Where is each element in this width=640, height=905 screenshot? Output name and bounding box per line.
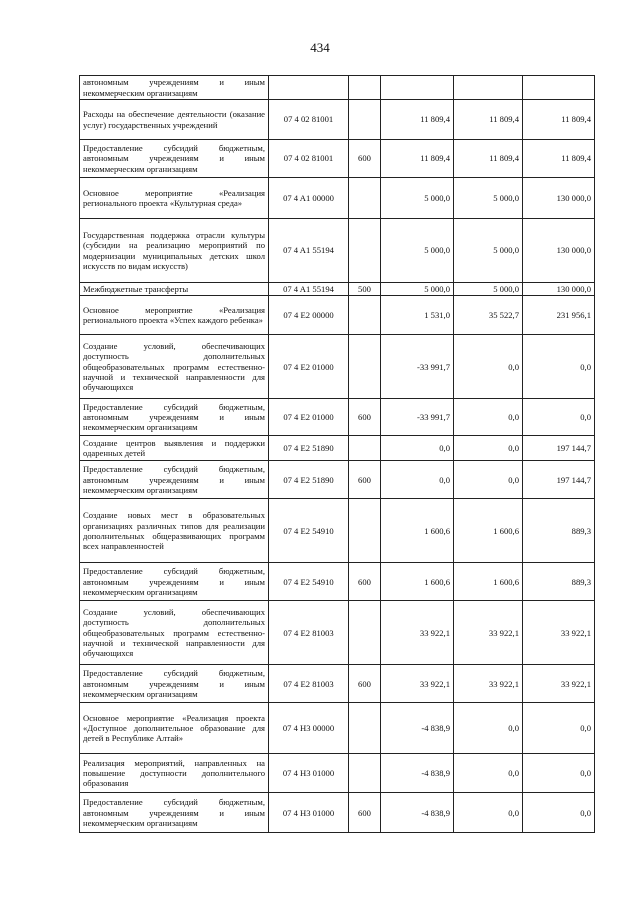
row-value-year-3: 197 144,7	[523, 461, 595, 499]
row-value-year-3: 889,3	[523, 499, 595, 563]
row-value-year-1: -4 838,9	[381, 754, 454, 793]
row-code: 07 4 E2 51890	[269, 436, 349, 461]
row-name: Межбюджетные трансферты	[80, 283, 269, 296]
row-vr	[349, 601, 381, 665]
table-row	[80, 140, 595, 178]
row-value-year-3: 0,0	[523, 703, 595, 754]
row-name: Предоставление субсидий бюджетным, автономным учреждениям и иным некоммерческим организациям	[80, 140, 269, 178]
table-row	[80, 461, 595, 499]
row-vr	[349, 499, 381, 563]
row-vr: 600	[349, 665, 381, 703]
row-vr	[349, 178, 381, 219]
row-name: Предоставление субсидий бюджетным, автономным учреждениям и иным некоммерческим организациям	[80, 563, 269, 601]
row-value-year-3: 11 809,4	[523, 140, 595, 178]
row-value-year-1: -33 991,7	[381, 335, 454, 399]
row-value-year-2: 1 600,6	[454, 499, 523, 563]
budget-table	[79, 75, 595, 833]
row-name: Государственная поддержка отрасли культуры (субсидии на реализацию мероприятий по модернизации муниципальных детских школ искусств по видам искусств)	[80, 219, 269, 283]
row-value-year-1: -4 838,9	[381, 793, 454, 833]
row-value-year-1: 1 600,6	[381, 499, 454, 563]
row-value-year-2: 0,0	[454, 793, 523, 833]
row-value-year-3: 889,3	[523, 563, 595, 601]
row-value-year-2: 0,0	[454, 703, 523, 754]
row-value-year-1	[381, 76, 454, 100]
row-value-year-1: 5 000,0	[381, 219, 454, 283]
row-value-year-3: 33 922,1	[523, 601, 595, 665]
row-code: 07 4 A1 55194	[269, 283, 349, 296]
row-value-year-1: -4 838,9	[381, 703, 454, 754]
row-code	[269, 76, 349, 100]
row-value-year-2: 5 000,0	[454, 178, 523, 219]
row-vr	[349, 100, 381, 140]
row-value-year-3: 130 000,0	[523, 178, 595, 219]
row-vr: 600	[349, 563, 381, 601]
table-row	[80, 100, 595, 140]
row-value-year-3: 0,0	[523, 793, 595, 833]
row-code: 07 4 E2 01000	[269, 399, 349, 436]
row-value-year-2: 35 522,7	[454, 296, 523, 335]
row-value-year-3: 0,0	[523, 399, 595, 436]
row-value-year-1: 1 531,0	[381, 296, 454, 335]
table-row	[80, 754, 595, 793]
table-row	[80, 499, 595, 563]
row-value-year-2: 11 809,4	[454, 140, 523, 178]
row-value-year-2: 5 000,0	[454, 283, 523, 296]
row-value-year-2: 1 600,6	[454, 563, 523, 601]
row-code: 07 4 E2 54910	[269, 499, 349, 563]
row-code: 07 4 02 81001	[269, 140, 349, 178]
row-name: Основное мероприятие «Реализация регионального проекта «Культурная среда»	[80, 178, 269, 219]
row-vr	[349, 335, 381, 399]
table-row	[80, 563, 595, 601]
table-row	[80, 76, 595, 100]
row-name: Реализация мероприятий, направленных на повышение доступности дополнительного образования	[80, 754, 269, 793]
row-code: 07 4 E2 01000	[269, 335, 349, 399]
row-value-year-1: 5 000,0	[381, 178, 454, 219]
row-vr	[349, 219, 381, 283]
row-vr: 600	[349, 399, 381, 436]
row-value-year-1: 5 000,0	[381, 283, 454, 296]
row-name: Основное мероприятие «Реализация регионального проекта «Успех каждого ребенка»	[80, 296, 269, 335]
page-number: 434	[310, 40, 330, 55]
row-code: 07 4 E2 81003	[269, 601, 349, 665]
row-code: 07 4 A1 00000	[269, 178, 349, 219]
row-vr: 600	[349, 140, 381, 178]
row-value-year-3: 0,0	[523, 335, 595, 399]
row-value-year-3: 130 000,0	[523, 283, 595, 296]
table-row	[80, 335, 595, 399]
row-code: 07 4 H3 01000	[269, 793, 349, 833]
row-vr	[349, 754, 381, 793]
row-vr: 600	[349, 793, 381, 833]
table-row	[80, 703, 595, 754]
row-value-year-3: 33 922,1	[523, 665, 595, 703]
row-value-year-3: 197 144,7	[523, 436, 595, 461]
row-value-year-2: 5 000,0	[454, 219, 523, 283]
row-code: 07 4 E2 00000	[269, 296, 349, 335]
row-vr	[349, 703, 381, 754]
table-row	[80, 178, 595, 219]
row-vr	[349, 76, 381, 100]
row-vr	[349, 296, 381, 335]
row-code: 07 4 E2 51890	[269, 461, 349, 499]
row-value-year-2: 0,0	[454, 436, 523, 461]
row-value-year-3: 231 956,1	[523, 296, 595, 335]
row-name: Создание условий, обеспечивающих доступность дополнительных общеобразовательных программ естественно-научной и технической направленности для обучающихся	[80, 335, 269, 399]
row-value-year-3: 11 809,4	[523, 100, 595, 140]
table-row	[80, 219, 595, 283]
row-vr	[349, 436, 381, 461]
row-value-year-1: 11 809,4	[381, 140, 454, 178]
row-value-year-3: 130 000,0	[523, 219, 595, 283]
row-value-year-1: -33 991,7	[381, 399, 454, 436]
row-value-year-1: 0,0	[381, 461, 454, 499]
row-code: 07 4 H3 01000	[269, 754, 349, 793]
row-value-year-1: 11 809,4	[381, 100, 454, 140]
row-value-year-2: 0,0	[454, 335, 523, 399]
row-name: Предоставление субсидий бюджетным, автономным учреждениям и иным некоммерческим организациям	[80, 665, 269, 703]
row-vr: 500	[349, 283, 381, 296]
row-code: 07 4 E2 81003	[269, 665, 349, 703]
table-row	[80, 665, 595, 703]
row-value-year-2: 0,0	[454, 399, 523, 436]
table-row	[80, 436, 595, 461]
row-value-year-2: 0,0	[454, 754, 523, 793]
row-code: 07 4 E2 54910	[269, 563, 349, 601]
row-value-year-1: 1 600,6	[381, 563, 454, 601]
table-row	[80, 399, 595, 436]
row-name: Предоставление субсидий бюджетным, автономным учреждениям и иным некоммерческим организациям	[80, 793, 269, 833]
row-name: Предоставление субсидий бюджетным, автономным учреждениям и иным некоммерческим организациям	[80, 399, 269, 436]
row-name: Основное мероприятие «Реализация проекта «Доступное дополнительное образование для детей в Республике Алтай»	[80, 703, 269, 754]
row-value-year-1: 0,0	[381, 436, 454, 461]
row-name: Создание условий, обеспечивающих доступность дополнительных общеобразовательных программ естественно-научной и технической направленности для обучающихся	[80, 601, 269, 665]
row-code: 07 4 H3 00000	[269, 703, 349, 754]
row-name: Предоставление субсидий бюджетным, автономным учреждениям и иным некоммерческим организациям	[80, 461, 269, 499]
row-vr: 600	[349, 461, 381, 499]
row-value-year-2	[454, 76, 523, 100]
table-row	[80, 283, 595, 296]
row-value-year-3	[523, 76, 595, 100]
row-code: 07 4 A1 55194	[269, 219, 349, 283]
row-name: Создание новых мест в образовательных организациях различных типов для реализации дополнительных общеразвивающих программ всех направленностей	[80, 499, 269, 563]
table-row	[80, 793, 595, 833]
row-name: автономным учреждениям и иным некоммерческим организациям	[80, 76, 269, 100]
table-row	[80, 601, 595, 665]
row-name: Создание центров выявления и поддержки одаренных детей	[80, 436, 269, 461]
row-code: 07 4 02 81001	[269, 100, 349, 140]
row-value-year-2: 0,0	[454, 461, 523, 499]
row-value-year-1: 33 922,1	[381, 601, 454, 665]
row-value-year-2: 33 922,1	[454, 665, 523, 703]
row-value-year-3: 0,0	[523, 754, 595, 793]
row-value-year-2: 33 922,1	[454, 601, 523, 665]
row-value-year-2: 11 809,4	[454, 100, 523, 140]
table-row	[80, 296, 595, 335]
row-value-year-1: 33 922,1	[381, 665, 454, 703]
row-name: Расходы на обеспечение деятельности (оказание услуг) государственных учреждений	[80, 100, 269, 140]
